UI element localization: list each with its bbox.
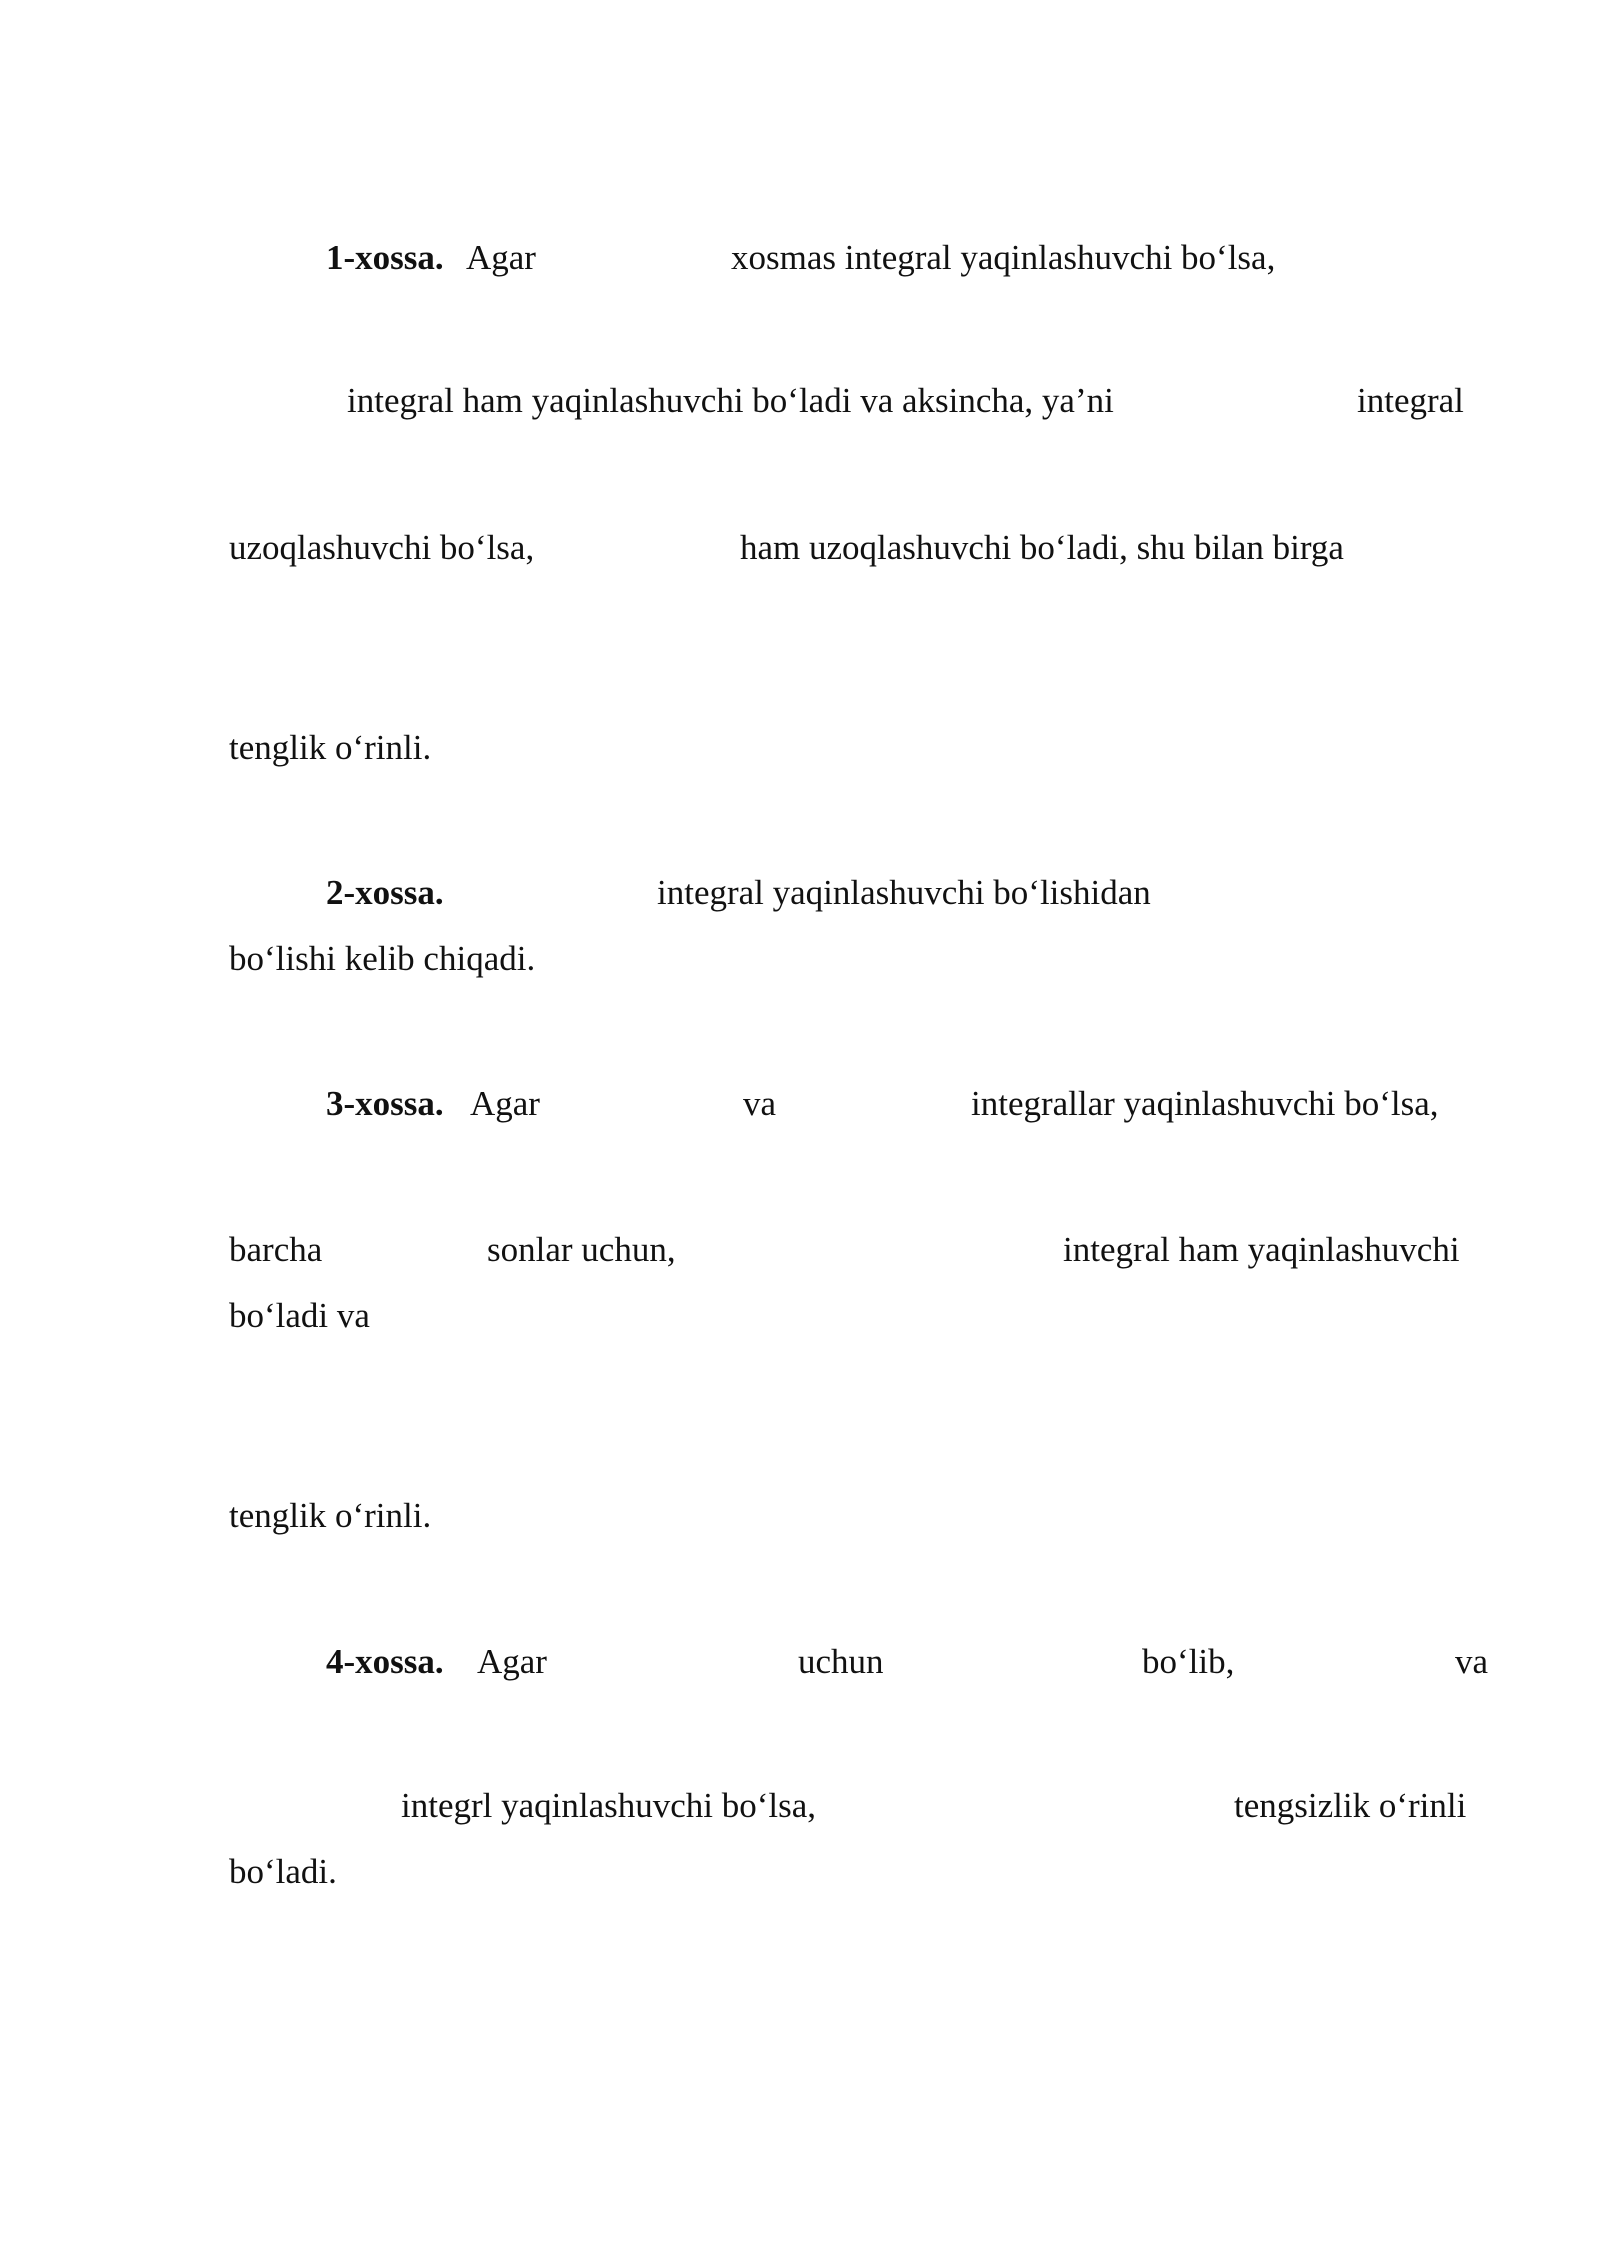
prop3-text: integrallar yaqinlashuvchi bo‘lsa,: [971, 1084, 1439, 1123]
prop3-text: va: [743, 1084, 777, 1123]
prop1-text: xosmas integral yaqinlashuvchi bo‘lsa,: [731, 238, 1276, 277]
prop3-text: integral ham yaqinlashuvchi: [1063, 1230, 1460, 1269]
prop1-label: 1-xossa.: [326, 238, 444, 277]
prop2-label: 2-xossa.: [326, 873, 444, 912]
prop3-text: tenglik o‘rinli.: [229, 1496, 432, 1535]
prop1-text: Agar: [466, 238, 536, 277]
prop4-text: bo‘ladi.: [229, 1852, 337, 1891]
prop4-text: tengsizlik o‘rinli: [1234, 1786, 1467, 1825]
prop1-text: integral ham yaqinlashuvchi bo‘ladi va aksincha, ya’ni: [347, 381, 1114, 420]
prop1-text: integral: [1357, 381, 1464, 420]
prop1-text: ham uzoqlashuvchi bo‘ladi, shu bilan birga: [740, 528, 1344, 567]
prop4-text: bo‘lib,: [1142, 1642, 1235, 1681]
prop4-text: Agar: [477, 1642, 547, 1681]
prop3-text: Agar: [470, 1084, 540, 1123]
prop3-label: 3-xossa.: [326, 1084, 444, 1123]
prop2-text: bo‘lishi kelib chiqadi.: [229, 939, 536, 978]
prop4-text: integrl yaqinlashuvchi bo‘lsa,: [401, 1786, 817, 1825]
prop3-text: barcha: [229, 1230, 323, 1269]
prop4-text: uchun: [798, 1642, 884, 1681]
prop4-label: 4-xossa.: [326, 1642, 444, 1681]
prop3-text: sonlar uchun,: [487, 1230, 676, 1269]
prop1-text: uzoqlashuvchi bo‘lsa,: [229, 528, 535, 567]
prop4-text: va: [1455, 1642, 1489, 1681]
prop1-text: tenglik o‘rinli.: [229, 728, 432, 767]
prop3-text: bo‘ladi va: [229, 1296, 370, 1335]
prop2-text: integral yaqinlashuvchi bo‘lishidan: [657, 873, 1151, 912]
